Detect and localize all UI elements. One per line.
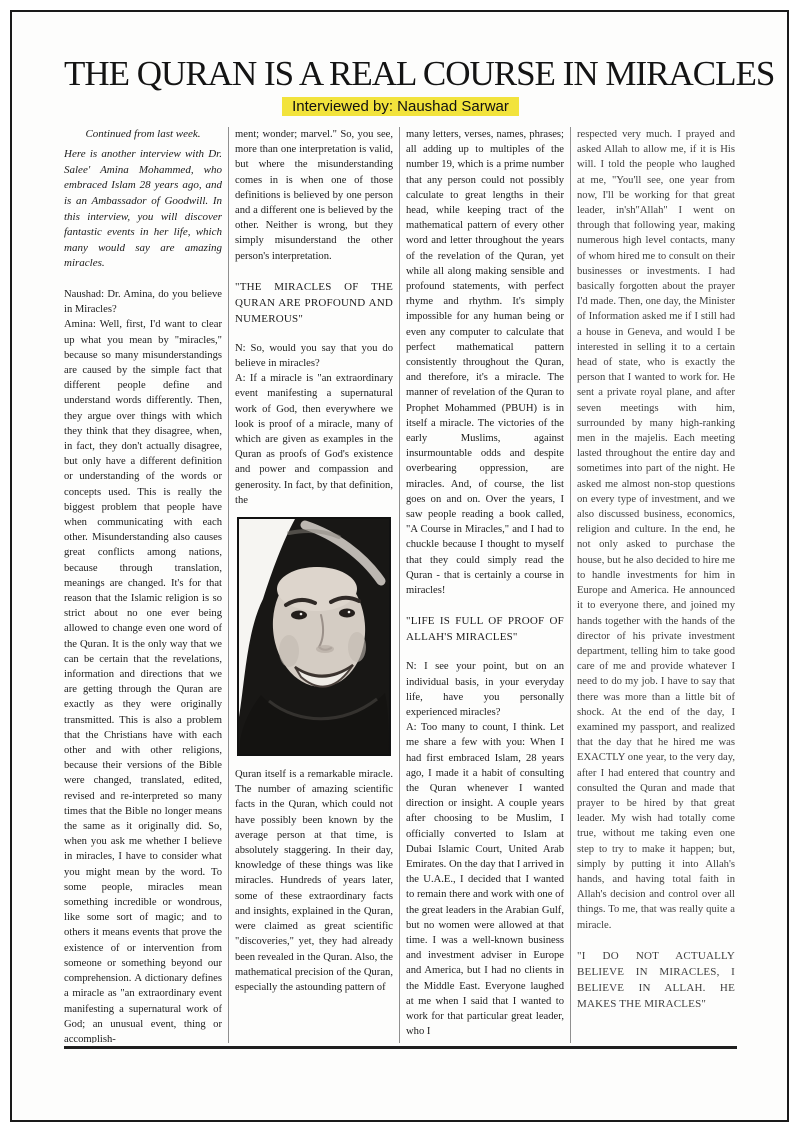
section-heading: "I DO NOT ACTUALLY BELIEVE IN MIRACLES, I BELIEVE IN ALLAH. HE MAKES THE MIRACLES" — [577, 949, 735, 1010]
paragraph: ment; wonder; marvel." So, you see, more than one interpretation is valid, but where the misunderstanding comes in is when one of those definitions is believed by one person and a different one is believed by the other. Neither is wrong, but they simply misunderstand the other person's interpretation. — [235, 129, 393, 262]
editor-intro: Here is another interview with Dr. Salee' Amina Mohammed, who embraced Islam 28 years ago, and is an Ambassador of Goodwill. In this interview, you will discover fantastic events in her life, which many would say are amazing miracles. — [64, 148, 222, 270]
portrait-photo-image — [239, 519, 389, 754]
column-3 — [399, 127, 564, 1043]
article-title: THE QURAN IS A REAL COURSE IN MIRACLES — [64, 54, 775, 93]
question-paragraph: N: So, would you say that you do believe in miracles? — [235, 342, 393, 370]
bottom-rule — [64, 1046, 737, 1049]
question-paragraph: N: I see your point, but on an individual basis, in your everyday life, have you personally experienced miracles? — [406, 661, 564, 718]
continued-note: Continued from last week. — [85, 128, 201, 140]
question-paragraph: Naushad: Dr. Amina, do you believe in Miracles? — [64, 288, 222, 316]
answer-paragraph: A: Too many to count, I think. Let me share a few with you: When I had first embraced Islam, 28 years ago, I made it a habit of consulting the Quran whenever I wanted direction or insight. A couple years after choosing to be Muslim, I officially converted to Islam at Dubai Islamic Court, United Arab Emirates. On the day that I arrived in the U.A.E., I decided that I wanted to remain there and work with one of the great leaders in the Arabian Gulf, but no women were allowed at that time. I was a well-known business and investment adviser in Europe and America, but I had no clients in the Middle East. Everyone laughed at me when I said that I wanted to work for that particular great leader, who I — [406, 722, 564, 1038]
column-4 — [570, 127, 735, 1043]
column-2 — [228, 127, 393, 1043]
column-1 — [64, 127, 222, 1043]
column-layout — [64, 127, 737, 1043]
byline-highlight: Interviewed by: Naushad Sarwar — [282, 97, 519, 116]
answer-paragraph: Amina: Well, first, I'd want to clear up what you mean by "miracles," because so many misunderstandings are caused by the simple fact that different people define and understand words differently. Then, they argue over things with which they think that they disagree, when, in fact, they don't actually disagree, but only have a different definition or understanding of the words or concepts used. This is really the biggest problem that people have when communicating with each other. Misunderstanding also causes great conflicts among nations, because through translation, meanings are changed. It's for that reason that the Islamic religion is so strict about no one ever being allowed to change even one word of the Quran. It is the only way that we can be certain that the revelations, information and directions that we are getting through the Quran are exactly as they were originally transmitted. This is also a problem that the Christians have with each other and with other religions, because their versions of the Bible were changed, translated, edited, revised and re-interpreted so many times that the Bible no longer means the same as it originally did. So, when you ask me whether I believe in miracles, I have to consider what you might mean by the word. To some people, miracles mean something incredible or wondrous, like some sort of magic; and to others it means events that prove the existence of or intervention from someone or something beyond our comprehension. A dictionary defines a miracle as "an extraordinary event manifesting a supernatural work of God; an unusual event, thing or accomplish- — [64, 319, 222, 1043]
section-heading: "THE MIRACLES OF THE QURAN ARE PROFOUND AND NUMEROUS" — [235, 280, 393, 325]
section-heading: "LIFE IS FULL OF PROOF OF ALLAH'S MIRACLES" — [406, 615, 564, 644]
paragraph: Quran itself is a remarkable miracle. The number of amazing scientific facts in the Quran, which could not have possibly been known by the average person at that time, is absolutely staggering. In their day, knowledge of these things was like miracles. Hundreds of years later, some of these extraordinary facts and insights, explained in the Quran, were claimed as great scientific "discoveries," yet, they had already been revealed in the Quran. Also, the mathematical precision of the Quran, especially the astounding pattern of — [235, 769, 393, 993]
article-content — [64, 54, 775, 1049]
answer-paragraph: A: If a miracle is "an extraordinary event manifesting a supernatural work of God, then everywhere we look is proof of a miracle, many of which are given as examples in the Quran as proofs of God's existence and power and compassion and generosity. In fact, by that definition, the — [235, 373, 393, 506]
byline-row — [64, 97, 737, 116]
portrait-photo — [237, 517, 391, 756]
paragraph: many letters, verses, names, phrases; all adding up to multiples of the number 19, which is a prime number that any person could not possibly calculate to great lengths in their head, while keeping tract of the mathematical pattern of every other word and letter throughout the years of the revelation of the Quran, yet while all along making sensible and profound statements, with perfect rhyme and rhythm. It's simply impossible for any human being or even any computer to calculate that perfect mathematical pattern consistently throughout the Quran, and therefore, it's a miracle. The manner of revelation of the Quran to Prophet Mohammed (PBUH) is in itself a miracle. The victories of the early Muslims, against insurmountable odds and despite overbearing oppression, are miracles. And, of course, the list goes on and on. Over the years, I saw people reading a book called, "A Course in Miracles," and I had to chuckle because I thought to myself that they could simply read the Quran - that is certainly a course in miracles! — [406, 129, 564, 597]
paragraph: respected very much. I prayed and asked Allah to allow me, if it is His will. I told the people who laughed at me, "You'll see, one year from now, I'll be working for that great leader, in'sh"Allah" I went on through that following year, making numerous high level contacts, many of whom hired me to consult on their businesses or investments. I had basically forgotten about the prayer I'd made. Then, one day, the Minister of Information asked me if I still had a house in Geneva, and would I be interested in selling it to a certain head of state, who is exactly the person that I wanted to work for. He sent a private royal plane, and after seven meetings with him, surrounded by many high-ranking men in the majelis. Each meeting lasted throughout the entire day and sometimes into part of the night. He asked me almost non-stop questions on every type of investment, and we also discussed business, economics, religion and culture. In the end, he not only asked to purchase the house, but he also decided to hire me to handle investments for him in Europe and America. He announced it to everyone there, and joined my hands together with the hands of the director of his private investment department, telling him to take good care of me and provide whatever I need to do my job. I have to say that there was more than a little bit of shock. At the end of the day, I examined my passport, and realized that the day that he hired me was EXACTLY one year, to the very day, after I had entered that country and consulted the Quran and made that prayer to be hired by that great leader. My wish had totally come true, without me taking even one step to try to make it happen; but, simply by putting it into Allah's hands, and having total faith in Allah's decision and control over all things. To me, that was really quite a miracle. — [577, 129, 735, 931]
